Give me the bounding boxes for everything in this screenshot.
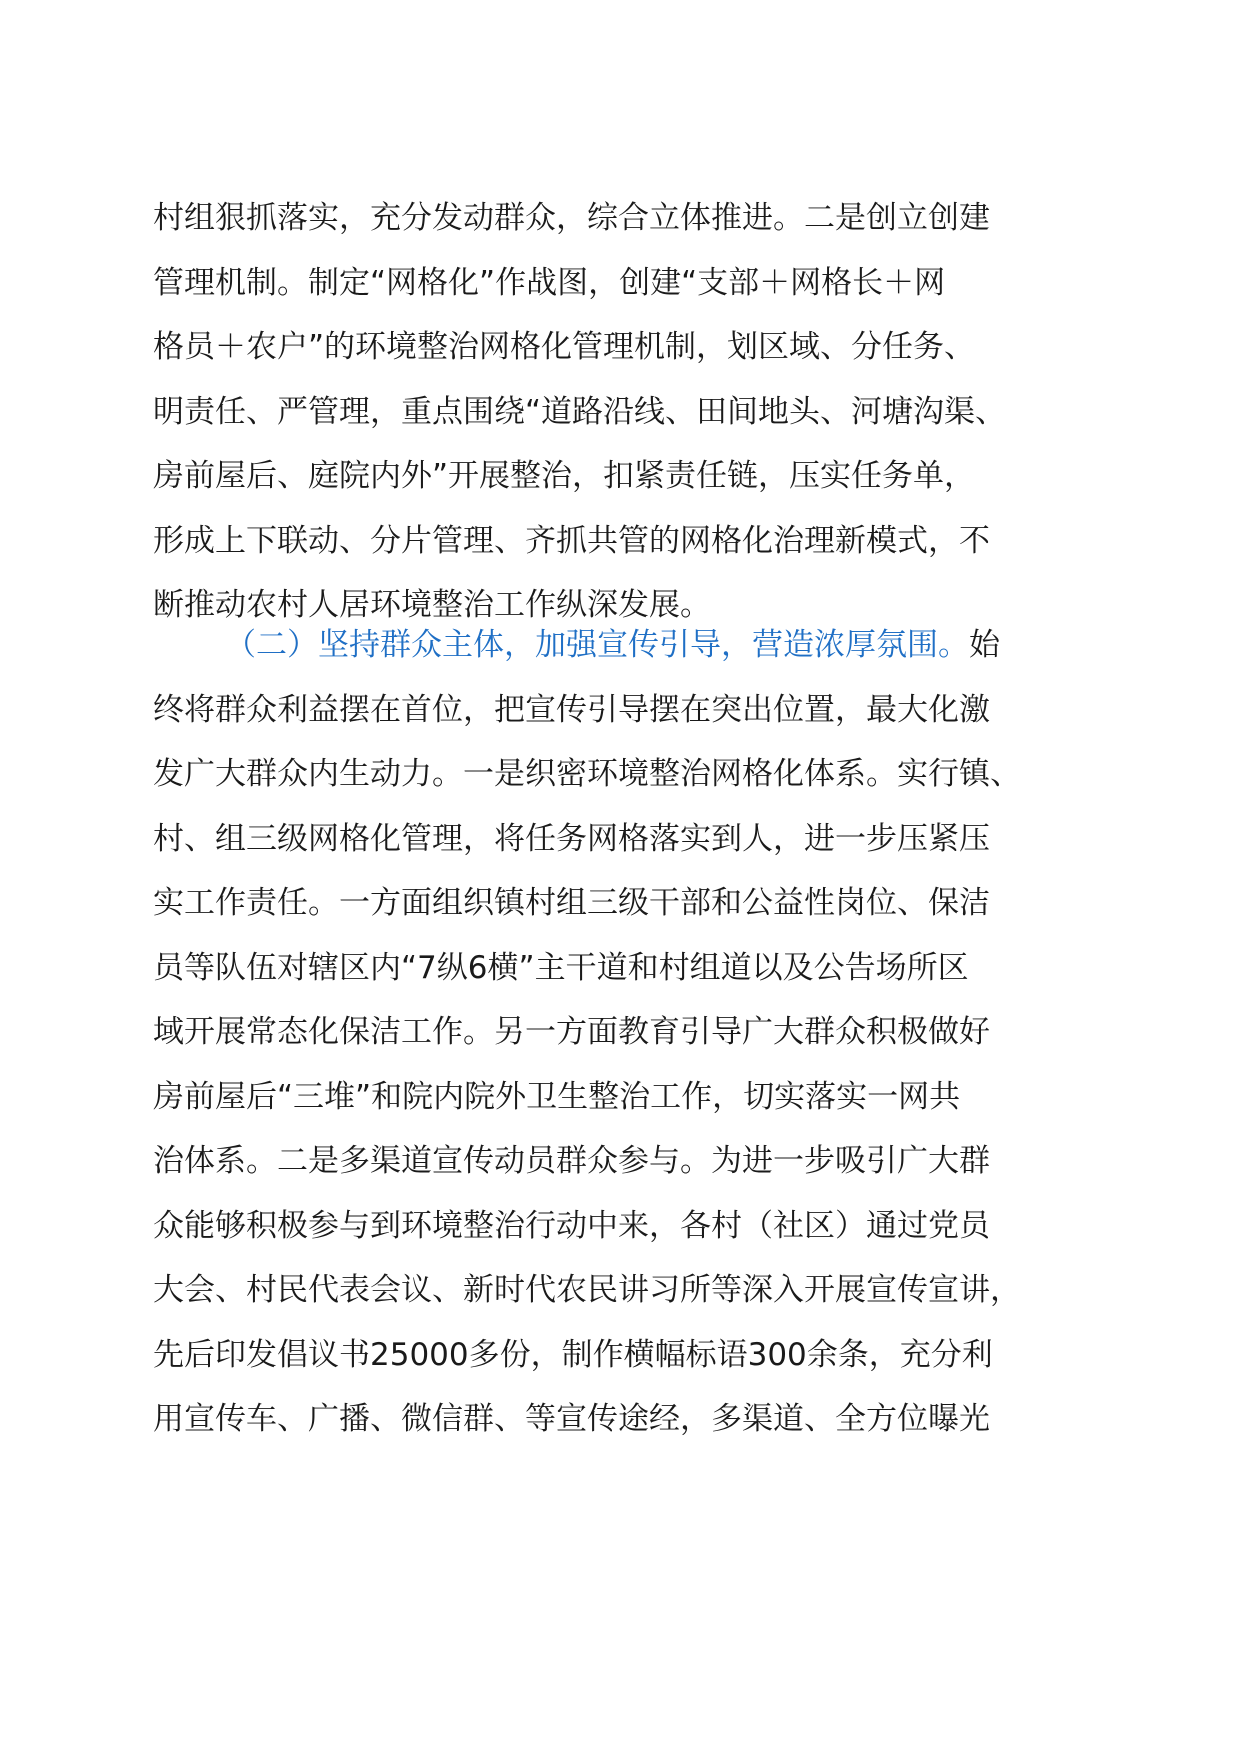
paragraph-line: 用宣传车、广播、微信群、等宣传途经，多渠道、全方位曝光 [153,1401,990,1437]
paragraph-line: 员等队伍对辖区内“7纵6横”主干道和村组道以及公告场所区 [153,949,969,986]
paragraph-line: 域开展常态化保洁工作。另一方面教育引导广大群众积极做好 [153,1014,990,1050]
paragraph-line: 断推动农村人居环境整治工作纵深发展。 [153,587,711,623]
paragraph-line: 村、组三级网格化管理，将任务网格落实到人，进一步压紧压 [153,820,990,857]
paragraph-line-tail: 始 [969,627,1000,663]
paragraph-line: 村组狠抓落实，充分发动群众，综合立体推进。二是创立创建 [153,200,990,236]
paragraph-line: 发广大群众内生动力。一是织密环境整治网格化体系。实行镇、 [153,756,1021,792]
paragraph-line: 房前屋后、庭院内外”开展整治，扣紧责任链，压实任务单， [153,458,976,494]
paragraph-line: 明责任、严管理，重点围绕“道路沿线、田间地头、河塘沟渠、 [153,393,1007,430]
paragraph-line: 房前屋后“三堆”和院内院外卫生整治工作，切实落实一网共 [153,1078,961,1115]
paragraph-1 [153,186,1093,638]
paragraph-line: 治体系。二是多渠道宣传动员群众参与。为进一步吸引广大群 [153,1143,990,1179]
paragraph-line: 实工作责任。一方面组织镇村组三级干部和公益性岗位、保洁 [153,885,990,921]
paragraph-line: 形成上下联动、分片管理、齐抓共管的网格化治理新模式，不 [153,522,990,559]
paragraph-line: 格员＋农户”的环境整治网格化管理机制，划区域、分任务、 [153,329,976,365]
paragraph-line: 众能够积极参与到环境整治行动中来，各村（社区）通过党员 [153,1207,990,1244]
paragraph-line: 大会、村民代表会议、新时代农民讲习所等深入开展宣传宣讲， [153,1272,1021,1308]
paragraph-first-line [153,613,1093,678]
paragraph-line: 管理机制。制定“网格化”作战图，创建“支部＋网格长＋网 [153,264,946,301]
paragraph-line: 先后印发倡议书25000多份，制作横幅标语300余条，充分利 [153,1336,993,1373]
paragraph-2 [153,613,1093,1452]
paragraph-line: 终将群众利益摆在首位，把宣传引导摆在突出位置，最大化激 [153,691,990,728]
section-heading: （二）坚持群众主体，加强宣传引导，营造浓厚氛围。 [225,627,969,663]
